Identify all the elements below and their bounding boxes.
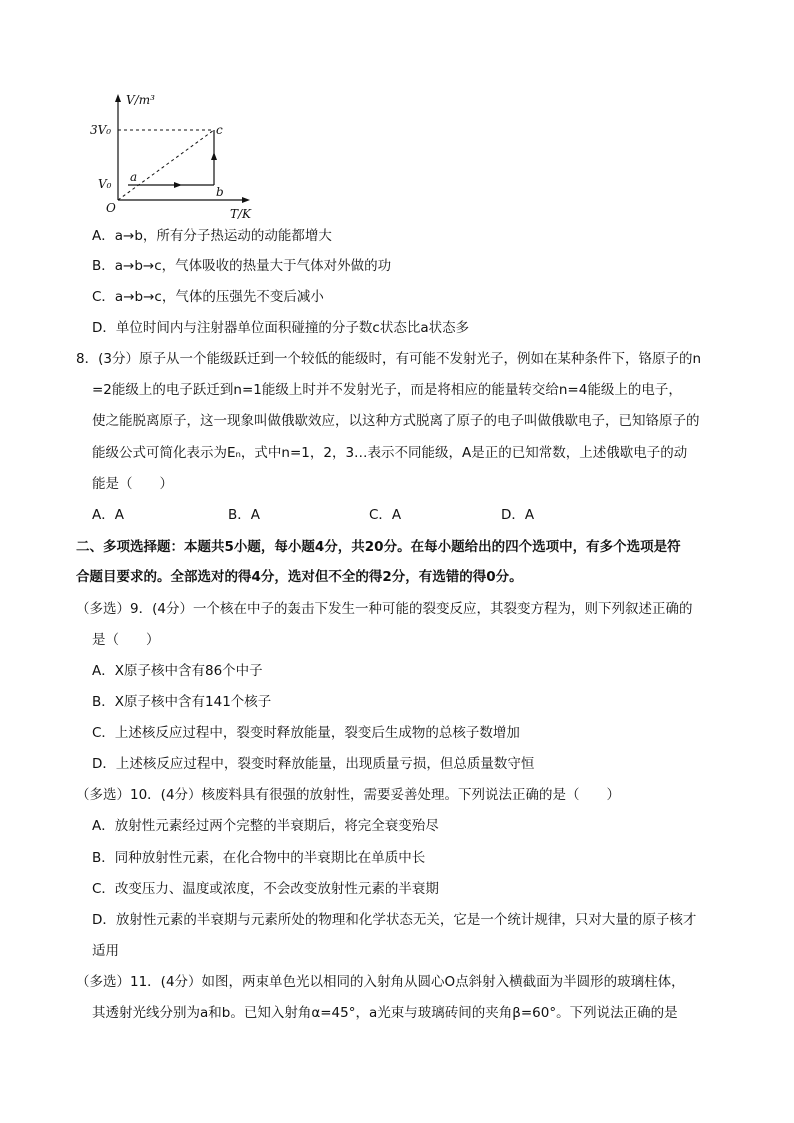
point-a-label: a bbox=[130, 170, 138, 184]
q7-option-a: A．a→b，所有分子热运动的动能都增大 bbox=[92, 228, 332, 244]
arrow-b-c-icon bbox=[211, 152, 217, 160]
arrow-a-b-icon bbox=[174, 182, 182, 188]
y-axis-arrow-icon bbox=[115, 94, 121, 102]
vt-diagram bbox=[88, 90, 268, 245]
q8-stem-line-4: 能级公式可简化表示为Eₙ，式中n=1，2，3…表示不同能级，A是正的已知常数，上述俄歇电子的动 bbox=[92, 445, 688, 461]
q8-stem-line-5: 能是（ ） bbox=[92, 476, 173, 492]
q10-option-c: C．改变压力、温度或浓度，不会改变放射性元素的半衰期 bbox=[92, 881, 439, 897]
q10-option-d: D．放射性元素的半衰期与元素所处的物理和化学状态无关，它是一个统计规律，只对大量的原子核才 bbox=[92, 912, 697, 928]
q9-stem-line-1: （多选）9．(4分）一个核在中子的轰击下发生一种可能的裂变反应，其裂变方程为，则下列叙述正确的 bbox=[76, 601, 693, 617]
point-b-label: b bbox=[216, 185, 224, 199]
section-2-heading-line-1: 二、多项选择题：本题共5小题，每小题4分，共20分。在每小题给出的四个选项中，有多个选项是符 bbox=[76, 539, 681, 555]
q10-option-d-continued: 适用 bbox=[92, 943, 119, 959]
y-axis-label: V/m³ bbox=[126, 93, 155, 107]
q7-option-d: D．单位时间内与注射器单位面积碰撞的分子数c状态比a状态多 bbox=[92, 320, 470, 336]
y-tick-v0: V₀ bbox=[98, 177, 112, 191]
section-2-heading-line-2: 合题目要求的。全部选对的得4分，选对但不全的得2分，有选错的得0分。 bbox=[76, 569, 523, 585]
x-axis-arrow-icon bbox=[242, 197, 250, 203]
q10-stem-line-1: （多选）10．(4分）核废料具有很强的放射性，需要妥善处理。下列说法正确的是（ ） bbox=[76, 787, 621, 803]
q11-stem-line-1: （多选）11．(4分）如图，两束单色光以相同的入射角从圆心O点斜射入横截面为半圆形的玻璃柱体， bbox=[76, 974, 685, 990]
q11-stem-line-2: 其透射光线分别为a和b。已知入射角α=45°，a光束与玻璃砖间的夹角β=60°。下列说法正确的是 bbox=[92, 1005, 678, 1021]
q9-option-b: B．X原子核中含有141个核子 bbox=[92, 694, 272, 710]
q9-stem-line-2: 是（ ） bbox=[92, 632, 160, 648]
point-c-label: c bbox=[216, 123, 223, 137]
q8-stem-line-2: =2能级上的电子跃迁到n=1能级上时并不发射光子，而是将相应的能量转交给n=4能级上的电子， bbox=[92, 382, 682, 398]
origin-label: O bbox=[106, 201, 116, 215]
q8-option-d: D．A bbox=[501, 507, 535, 523]
q8-option-c: C．A bbox=[369, 507, 402, 523]
q10-option-a: A．放射性元素经过两个完整的半衰期后，将完全衰变殆尽 bbox=[92, 818, 439, 834]
q8-option-b: B．A bbox=[228, 507, 260, 523]
q8-option-a: A．A bbox=[92, 507, 124, 523]
y-tick-3v0: 3V₀ bbox=[90, 123, 112, 137]
q9-option-a: A．X原子核中含有86个中子 bbox=[92, 663, 263, 679]
q9-option-c: C．上述核反应过程中，裂变时释放能量，裂变后生成物的总核子数增加 bbox=[92, 725, 520, 741]
q8-stem-line-1: 8．(3分）原子从一个能级跃迁到一个较低的能级时，有可能不发射光子，例如在某种条件下，铬原子的n bbox=[76, 351, 701, 367]
q9-option-d: D．上述核反应过程中，裂变时释放能量，出现质量亏损，但总质量数守恒 bbox=[92, 756, 535, 772]
q8-stem-line-3: 使之能脱离原子，这一现象叫做俄歇效应，以这种方式脱离了原子的电子叫做俄歇电子，已知铬原子的 bbox=[92, 413, 700, 429]
guide-oc bbox=[118, 130, 214, 200]
q7-option-b: B．a→b→c，气体吸收的热量大于气体对外做的功 bbox=[92, 258, 392, 274]
x-axis-label: T/K bbox=[230, 207, 252, 221]
q10-option-b: B．同种放射性元素，在化合物中的半衰期比在单质中长 bbox=[92, 850, 426, 866]
q7-option-c: C．a→b→c，气体的压强先不变后减小 bbox=[92, 289, 324, 305]
